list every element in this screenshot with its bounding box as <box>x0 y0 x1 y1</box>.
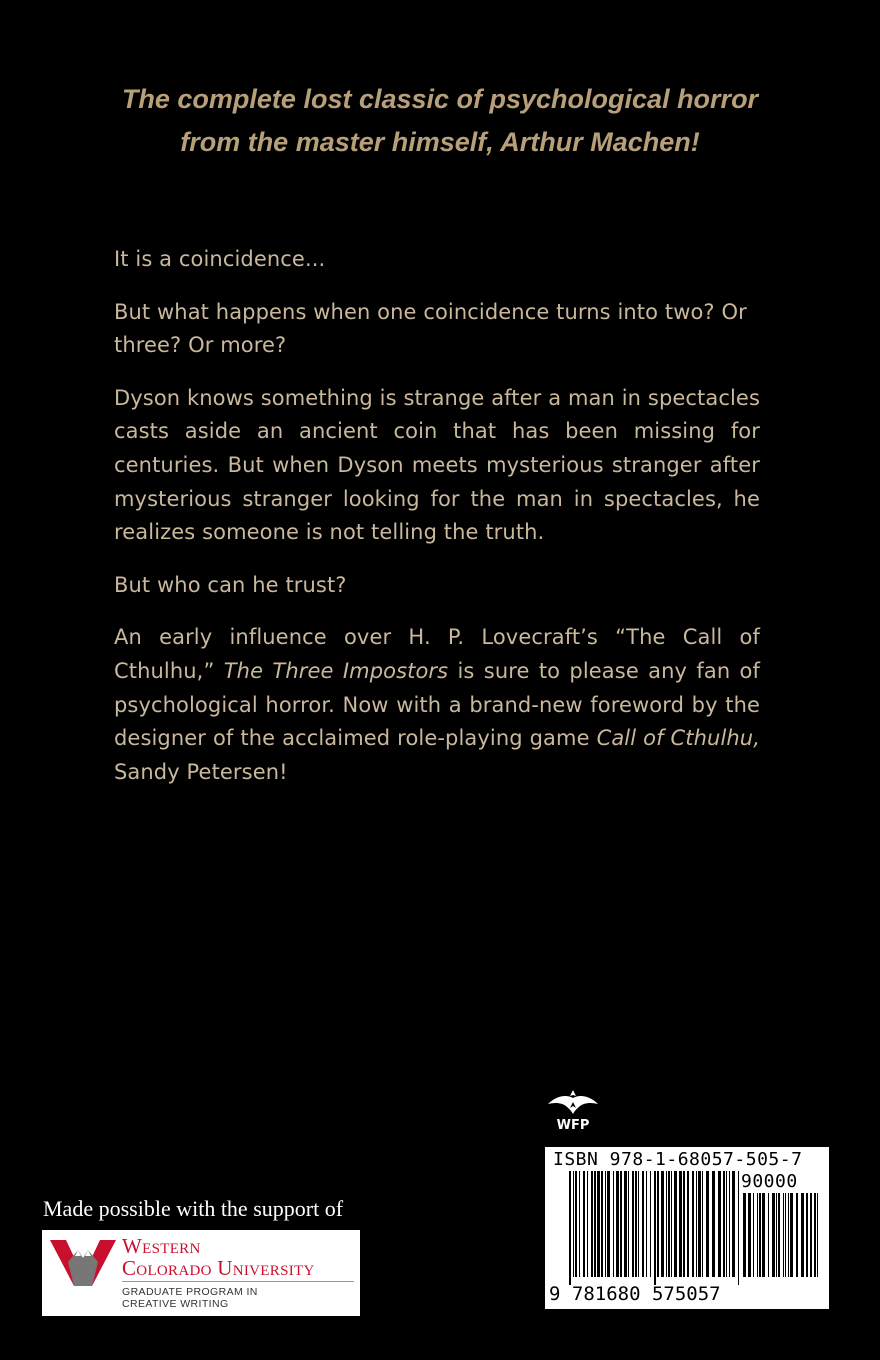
barcode-bar <box>743 1193 746 1277</box>
barcode-bar <box>772 1193 775 1277</box>
barcode-bar <box>776 1193 777 1277</box>
barcode-bar <box>801 1193 804 1277</box>
barcode-bar <box>628 1171 629 1277</box>
barcode-bar <box>712 1171 715 1277</box>
blurb-paragraph-2: But what happens when one coincidence turns into two? Or three? Or more? <box>114 299 747 358</box>
barcode-bar <box>810 1193 812 1277</box>
barcode-bar <box>591 1171 593 1277</box>
program-name <box>122 1286 258 1310</box>
barcode-bar <box>569 1171 571 1285</box>
isbn-barcode <box>545 1147 829 1309</box>
barcode-bar <box>796 1193 798 1277</box>
university-logo-box <box>42 1230 360 1316</box>
barcode-bar <box>668 1171 670 1277</box>
barcode-bar <box>788 1193 789 1277</box>
barcode-bar <box>753 1193 754 1277</box>
barcode-bar <box>657 1171 659 1277</box>
barcode-bar <box>738 1171 739 1285</box>
barcode-bar <box>613 1171 614 1277</box>
barcode-bar <box>575 1171 577 1277</box>
barcode-bar <box>702 1171 703 1277</box>
barcode-bar <box>679 1171 682 1277</box>
barcode-bar <box>661 1171 664 1277</box>
barcode-bar <box>638 1171 639 1277</box>
blurb-paragraph-1: It is a coincidence... <box>114 247 326 271</box>
blurb-p5-text-b: is sure to please any fan of psychological horror. Now with a brand-new foreword by the designer of the acclaimed role-playing game <box>114 658 760 751</box>
blurb-paragraph-5 <box>114 621 760 789</box>
barcode-bar <box>729 1171 730 1277</box>
barcode-bar <box>785 1193 786 1277</box>
barcode-bar <box>692 1171 694 1277</box>
barcode-bar <box>632 1171 634 1277</box>
barcode-bar <box>783 1193 784 1277</box>
barcode-bar <box>674 1171 677 1277</box>
barcode-bar <box>683 1171 685 1277</box>
game-title: Call of Cthulhu, <box>596 726 760 751</box>
price-code: 90000 <box>741 1171 798 1192</box>
barcode-bar <box>759 1193 761 1277</box>
barcode-bar <box>583 1171 585 1277</box>
barcode-bar <box>635 1171 637 1277</box>
blurb-paragraph-4: But who can he trust? <box>114 572 347 597</box>
barcode-bar <box>817 1193 818 1277</box>
support-label: Made possible with the support of <box>43 1196 344 1221</box>
isbn-label: ISBN 978-1-68057-505-7 <box>553 1149 803 1170</box>
barcode-bar <box>748 1193 751 1277</box>
barcode-bar <box>597 1171 600 1277</box>
barcode-bar <box>706 1171 709 1277</box>
blurb-p5-text-a: An early influence over H. P. Lovecraft’s “The Call of Cthulhu,” <box>114 625 760 683</box>
blurb-paragraph-3: Dyson knows something is strange after a man in spectacles casts aside an ancient coin that has been missing for centuries. But when Dyson meets mysterious stranger after mysterious stranger looking for the man in spectacles, he realizes someone is not telling the truth. <box>114 385 760 545</box>
university-name-line-1: Western <box>122 1234 201 1258</box>
barcode-bar <box>579 1171 580 1277</box>
barcode-bar <box>671 1171 672 1277</box>
barcode-bar <box>762 1193 765 1277</box>
barcode-bar <box>605 1171 606 1277</box>
barcode-bar <box>642 1171 644 1277</box>
barcode-bar <box>646 1171 647 1277</box>
barcode-bar <box>607 1171 610 1277</box>
tagline-line-2: from the master himself, Arthur Machen! <box>180 127 700 157</box>
barcode-bar <box>620 1171 622 1277</box>
barcode-bar <box>698 1171 701 1277</box>
barcode-bar <box>718 1171 721 1277</box>
barcode-bar <box>573 1171 574 1277</box>
barcode-bar <box>790 1193 793 1277</box>
barcode-bar <box>616 1171 619 1277</box>
logo-divider <box>122 1281 354 1282</box>
addon-barcode-bars <box>743 1193 821 1285</box>
blurb-p5-text-c: Sandy Petersen! <box>114 759 288 784</box>
program-line-2: CREATIVE WRITING <box>122 1298 229 1310</box>
barcode-bar <box>666 1171 667 1277</box>
barcode-bar <box>814 1193 816 1277</box>
tagline-line-1: The complete lost classic of psychological horror <box>121 84 759 114</box>
barcode-bar <box>723 1171 725 1277</box>
publisher-emblem-icon <box>546 1088 600 1118</box>
program-line-1: GRADUATE PROGRAM IN <box>122 1286 258 1298</box>
university-name <box>122 1235 315 1279</box>
university-name-line-2: Colorado University <box>122 1256 315 1280</box>
publisher-name: WFP <box>556 1118 590 1133</box>
barcode-digits: 9 781680 575057 <box>549 1283 721 1305</box>
barcode-bar <box>778 1193 780 1277</box>
tagline <box>60 78 820 164</box>
barcode-bar <box>587 1171 588 1277</box>
university-w-icon <box>48 1236 118 1288</box>
barcode-bars <box>569 1171 739 1285</box>
barcode-bar <box>806 1193 808 1277</box>
barcode-bar <box>650 1171 651 1277</box>
barcode-bar <box>601 1171 603 1277</box>
publisher-logo <box>546 1088 600 1136</box>
barcode-bar <box>732 1171 735 1277</box>
barcode-bar <box>624 1171 627 1277</box>
blurb <box>114 243 760 808</box>
barcode-bar <box>654 1171 656 1285</box>
barcode-bar <box>757 1193 758 1277</box>
book-title: The Three Impostors <box>223 658 449 683</box>
barcode-bar <box>768 1193 769 1277</box>
barcode-bar <box>696 1171 697 1277</box>
barcode-bar <box>594 1171 596 1277</box>
barcode-bar <box>687 1171 689 1277</box>
barcode-bar <box>726 1171 727 1277</box>
